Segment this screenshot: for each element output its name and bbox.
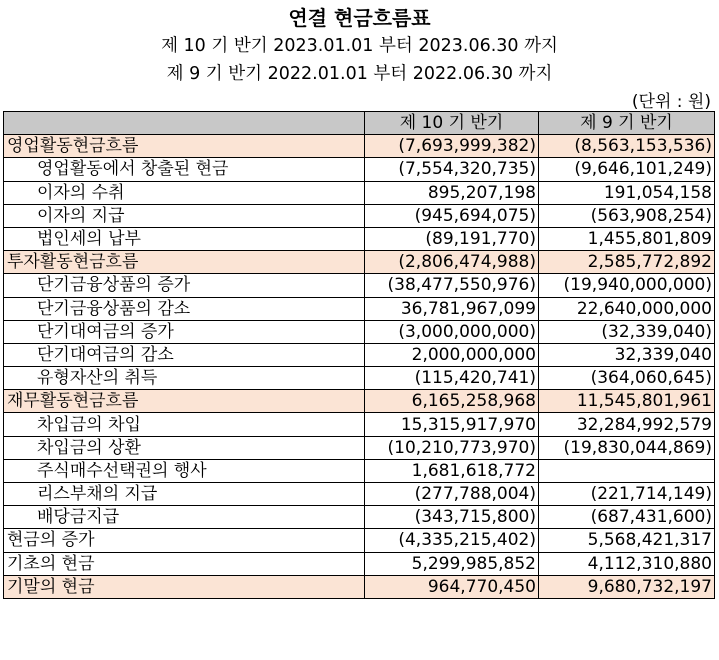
row-label: 차입금의 차입 [4,413,365,436]
row-label: 현금의 증가 [4,529,365,552]
header-blank [4,112,365,135]
period-current: 제 10 기 반기 2023.01.01 부터 2023.06.30 까지 [161,36,558,56]
row-label: 이자의 수취 [4,181,365,204]
prior-value: (687,431,600) [539,506,715,529]
table-row [4,181,715,204]
row-label: 기말의 현금 [4,575,365,598]
row-label: 배당금지급 [4,506,365,529]
table-row [4,135,715,158]
table-row [4,529,715,552]
row-label: 유형자산의 취득 [4,367,365,390]
prior-value [539,459,715,482]
current-value: (89,191,770) [365,227,539,250]
prior-value: (221,714,149) [539,483,715,506]
table-row [4,459,715,482]
row-label: 법인세의 납부 [4,227,365,250]
row-label: 차입금의 상환 [4,436,365,459]
prior-value: 5,568,421,317 [539,529,715,552]
prior-value: 22,640,000,000 [539,297,715,320]
table-row [4,436,715,459]
table-row [4,367,715,390]
table-row [4,227,715,250]
row-label: 주식매수선택권의 행사 [4,459,365,482]
row-label: 재무활동현금흐름 [4,390,365,413]
prior-value: 32,284,992,579 [539,413,715,436]
table-row [4,413,715,436]
prior-value: 4,112,310,880 [539,552,715,575]
current-value: (7,693,999,382) [365,135,539,158]
statement-title: 연결 현금흐름표 [288,6,431,30]
row-label: 기초의 현금 [4,552,365,575]
table-row [4,390,715,413]
cash-flow-table [3,111,715,599]
row-label: 영업활동에서 창출된 현금 [4,158,365,181]
table-row [4,274,715,297]
table-row [4,251,715,274]
prior-value: (9,646,101,249) [539,158,715,181]
prior-value: 191,054,158 [539,181,715,204]
prior-value: (19,830,044,869) [539,436,715,459]
table-row [4,575,715,598]
table-row [4,158,715,181]
row-label: 이자의 지급 [4,204,365,227]
prior-value: (8,563,153,536) [539,135,715,158]
current-value: (3,000,000,000) [365,320,539,343]
table-row [4,552,715,575]
prior-value: 1,455,801,809 [539,227,715,250]
prior-value: (364,060,645) [539,367,715,390]
header-prior-period: 제 9 기 반기 [539,112,715,135]
prior-value: (19,940,000,000) [539,274,715,297]
current-value: (10,210,773,970) [365,436,539,459]
current-value: 964,770,450 [365,575,539,598]
current-value: (4,335,215,402) [365,529,539,552]
row-label: 단기금융상품의 감소 [4,297,365,320]
prior-value: (563,908,254) [539,204,715,227]
prior-value: 9,680,732,197 [539,575,715,598]
current-value: 895,207,198 [365,181,539,204]
prior-value: 2,585,772,892 [539,251,715,274]
row-label: 투자활동현금흐름 [4,251,365,274]
current-value: 1,681,618,772 [365,459,539,482]
table-row [4,483,715,506]
header-current-period: 제 10 기 반기 [365,112,539,135]
prior-value: 11,545,801,961 [539,390,715,413]
current-value: (343,715,800) [365,506,539,529]
current-value: 15,315,917,970 [365,413,539,436]
row-label: 단기대여금의 증가 [4,320,365,343]
current-value: (945,694,075) [365,204,539,227]
current-value: 36,781,967,099 [365,297,539,320]
current-value: 2,000,000,000 [365,343,539,366]
current-value: (277,788,004) [365,483,539,506]
row-label: 리스부채의 지급 [4,483,365,506]
row-label: 단기대여금의 감소 [4,343,365,366]
table-row [4,297,715,320]
unit-label: (단위 : 원) [631,92,711,112]
current-value: (7,554,320,735) [365,158,539,181]
prior-value: 32,339,040 [539,343,715,366]
table-row [4,204,715,227]
header-row [4,112,715,135]
prior-value: (32,339,040) [539,320,715,343]
row-label: 단기금융상품의 증가 [4,274,365,297]
current-value: 6,165,258,968 [365,390,539,413]
current-value: (2,806,474,988) [365,251,539,274]
current-value: (115,420,741) [365,367,539,390]
table-row [4,320,715,343]
current-value: (38,477,550,976) [365,274,539,297]
current-value: 5,299,985,852 [365,552,539,575]
table-row [4,506,715,529]
period-prior: 제 9 기 반기 2022.01.01 부터 2022.06.30 까지 [166,64,553,84]
table-row [4,343,715,366]
row-label: 영업활동현금흐름 [4,135,365,158]
